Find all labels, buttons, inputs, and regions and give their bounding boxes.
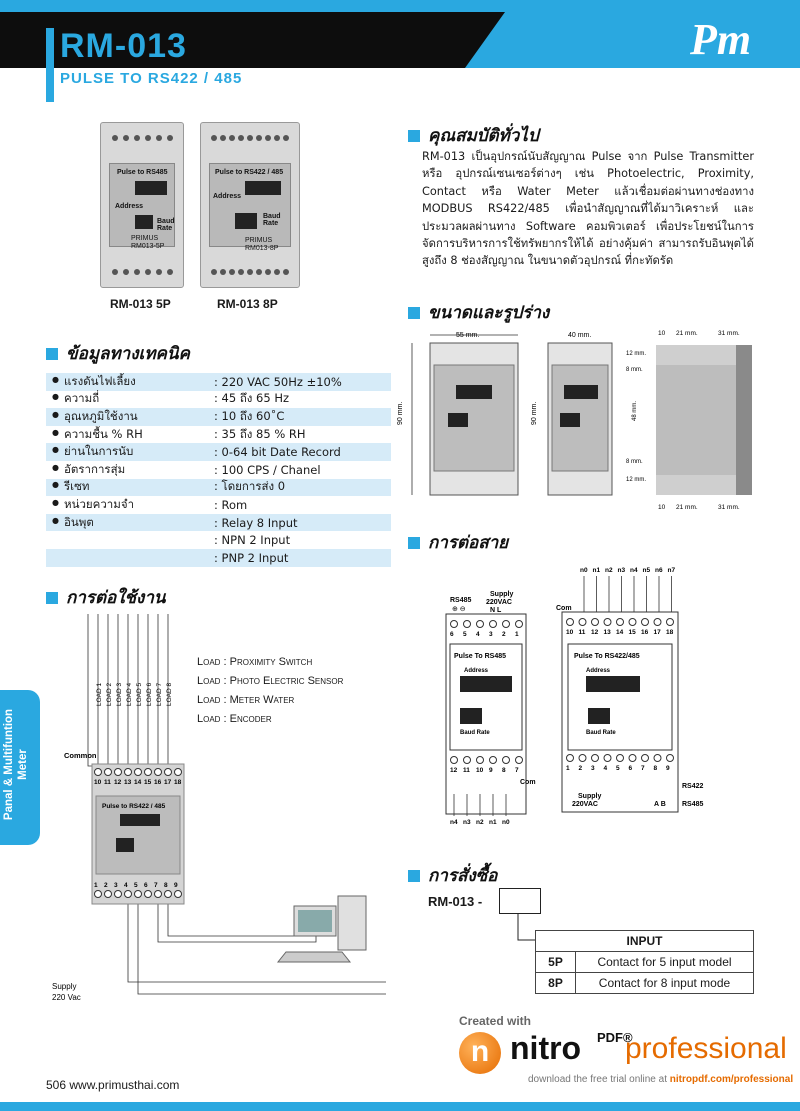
terminal-screw	[490, 757, 497, 764]
terminal-screw	[604, 755, 611, 762]
side-bottom-a: 10	[658, 504, 666, 511]
spec-row	[46, 373, 391, 391]
terminal-number: 18	[666, 629, 674, 636]
page-title: RM-013	[60, 27, 187, 65]
terminal-screw	[654, 619, 661, 626]
terminal-number: 4	[603, 765, 608, 772]
terminal-screw	[477, 621, 484, 628]
dim-side-view	[626, 330, 752, 511]
terminal-number: 1	[515, 631, 519, 638]
side-top-b: 21 mm.	[676, 330, 698, 337]
terminal-screw	[105, 891, 112, 898]
rs485-pins: ⊕ ⊖	[452, 606, 466, 613]
terminal-number: 16	[641, 629, 649, 636]
terminal-number: 12	[450, 767, 458, 774]
load-label: LOAD 8	[166, 682, 173, 706]
side-tab-label	[2, 687, 30, 842]
load-label: LOAD 5	[136, 682, 143, 706]
terminal-screw	[592, 755, 599, 762]
nitro-url[interactable]: nitropdf.com/professional	[669, 1074, 794, 1085]
spec-row	[46, 443, 391, 461]
spec-row	[46, 549, 391, 567]
terminal-number: 17	[164, 779, 172, 786]
heading-bullet	[408, 307, 420, 319]
spec-table	[46, 373, 391, 567]
order-desc: Contact for 8 input mode	[576, 973, 754, 994]
load-legend-1: Load : Proximity Switch	[197, 656, 313, 668]
terminal-row	[109, 131, 175, 145]
terminal-number: 11	[463, 767, 470, 774]
terminal-number: 3	[114, 882, 118, 889]
supply-bottom-label: Supply	[578, 793, 602, 800]
left-device-title: Pulse To RS485	[454, 653, 507, 660]
spec-value: : โดยการส่ง 0	[214, 479, 286, 494]
right-com-label: Com	[556, 605, 572, 612]
terminal-screw	[579, 619, 586, 626]
load-legend-4: Load : Encoder	[197, 713, 272, 725]
terminal-screw	[165, 769, 172, 776]
supply-top-voltage: 220VAC	[486, 599, 512, 606]
dim-front-5p	[397, 332, 518, 495]
input-label: n1	[592, 567, 601, 574]
input-label: n2	[605, 567, 613, 574]
spec-key: ● ย่านในการนับ	[46, 443, 214, 461]
terminal-screw	[654, 755, 661, 762]
spec-key: ● อินพุต	[46, 514, 214, 532]
terminal-screw	[145, 769, 152, 776]
page-subtitle: PULSE TO RS422 / 485	[60, 70, 243, 87]
left-baud-label: Baud Rate	[460, 730, 490, 736]
spec-value: : 45 ถึง 65 Hz	[214, 391, 290, 406]
terminal-number: 4	[476, 631, 480, 638]
input-label: n3	[463, 819, 471, 826]
terminal-screw	[629, 619, 636, 626]
input-label: n3	[617, 567, 626, 574]
nitro-pdf: PDF®	[597, 1030, 633, 1045]
right-address-label: Address	[586, 668, 611, 674]
nitro-name: nitro	[510, 1030, 582, 1066]
order-table-header: INPUT	[536, 931, 754, 952]
terminal-number: 3	[591, 765, 595, 772]
section-general-heading	[408, 122, 539, 149]
terminal-screw	[503, 757, 510, 764]
spec-row	[46, 461, 391, 479]
spec-key: ● ความชื้น % RH	[46, 426, 214, 444]
spec-row	[46, 496, 391, 514]
spec-row	[46, 408, 391, 426]
terminal-number: 3	[489, 631, 493, 638]
spec-key: ● อุณหภูมิใช้งาน	[46, 408, 214, 426]
dim-width-5p: 55 mm.	[456, 332, 480, 339]
dim-height-8p: 90 mm.	[531, 401, 538, 425]
terminal-number: 7	[154, 882, 158, 889]
order-code: 8P	[536, 973, 576, 994]
terminal-screw	[95, 891, 102, 898]
dimension-drawing	[397, 325, 758, 515]
terminal-number: 9	[666, 765, 670, 772]
terminal-screw	[464, 757, 471, 764]
spec-row	[46, 426, 391, 444]
terminal-screw	[503, 621, 510, 628]
terminal-screw	[592, 619, 599, 626]
spec-key: ● แรงดันไฟเลี้ยง	[46, 373, 214, 391]
input-label: n5	[642, 567, 651, 574]
side-left-a: 12 mm.	[626, 351, 647, 357]
nitro-logo-icon: n	[459, 1032, 501, 1074]
input-label: n6	[655, 567, 663, 574]
general-description: RM-013 เป็นอุปกรณ์นับสัญญาณ Pulse จาก Pulse Transmitter หรือ อุปกรณ์เซนเซอร์ต่างๆ เช่น Photoelectric, Proximity, Contact หรือ Water Meter แล้วเชื่อมต่อผ่านทางช่องทาง MODBUS RS422/485 เพื่อนำสัญญาณที่ได้มาวิเคราะห์ และประมวลผลผ่านทาง Software คอมพิวเตอร์ เพื่อประโยชน์ในการจัดการบริหารการใช้ทรัพยากรให้ได้ อย่างคุ้มค่า สามารถรับอินพุตได้สูงถึง 8 ช่องสัญญาณ ในขนาดตัวอุปกรณ์ ที่กะทัดรัด	[422, 150, 754, 268]
caption-5p: RM-013 5P	[110, 297, 171, 311]
supply-bottom-voltage: 220VAC	[572, 801, 598, 808]
terminal-screw	[451, 621, 458, 628]
terminal-screw	[617, 755, 624, 762]
model-label: RM013-8P	[245, 245, 279, 252]
side-left-b: 8 mm.	[626, 367, 643, 373]
input-label: n7	[667, 567, 676, 574]
right-input-labels	[580, 567, 675, 612]
table-row	[536, 952, 754, 973]
usage-diagram	[46, 606, 396, 1006]
usage-supply-label: Supply	[52, 982, 77, 991]
terminal-screw	[629, 755, 636, 762]
input-label: n4	[450, 819, 458, 826]
terminal-screw	[604, 619, 611, 626]
section-title: การสั่งซื้อ	[428, 866, 498, 886]
connection-wire	[168, 902, 296, 936]
order-code: 5P	[536, 952, 576, 973]
terminal-screw	[145, 891, 152, 898]
spec-value: : 10 ถึง 60˚C	[214, 408, 285, 423]
terminal-screw	[667, 755, 674, 762]
dim-front-8p	[531, 332, 612, 495]
terminal-number: 13	[124, 779, 132, 786]
side-tab-line2: Meter	[17, 749, 29, 780]
terminal-screw	[105, 769, 112, 776]
terminal-number: 12	[114, 779, 122, 786]
terminal-screw	[642, 755, 649, 762]
heading-bullet	[46, 348, 58, 360]
terminal-number: 2	[578, 765, 583, 772]
terminal-screw	[95, 769, 102, 776]
spec-row	[46, 479, 391, 497]
terminal-screw	[477, 757, 484, 764]
spec-value: : 100 CPS / Chanel	[214, 462, 321, 477]
section-dimensions-heading	[408, 299, 549, 326]
terminal-row	[109, 265, 175, 279]
terminal-screw	[165, 891, 172, 898]
load-label: LOAD 1	[96, 682, 103, 706]
heading-bullet	[408, 870, 420, 882]
device-photo-8p	[200, 122, 300, 288]
spec-key: ● อัตราการสุ่ม	[46, 461, 214, 479]
spec-row	[46, 391, 391, 409]
side-top-c: 31 mm.	[718, 330, 740, 337]
terminal-screw	[667, 619, 674, 626]
side-top-a: 10	[658, 330, 666, 337]
terminal-number: 7	[515, 767, 519, 774]
spec-value: : 35 ถึง 85 % RH	[214, 426, 306, 441]
common-label: Common	[64, 751, 97, 760]
terminal-screw	[175, 891, 182, 898]
terminal-number: 4	[124, 882, 128, 889]
dim-height: 90 mm.	[397, 401, 404, 425]
terminal-number: 1	[566, 765, 570, 772]
terminal-number: 15	[144, 779, 152, 786]
load-label: LOAD 6	[146, 682, 153, 706]
usage-supply-voltage: 220 Vac	[52, 993, 81, 1002]
right-baud-label: Baud Rate	[586, 730, 616, 736]
rs422-label: RS422	[682, 783, 704, 790]
input-label: n2	[476, 819, 484, 826]
input-label: n0	[580, 567, 588, 574]
terminal-number: 8	[502, 767, 506, 774]
brand-label: PRIMUS	[245, 237, 273, 244]
section-title: ข้อมูลทางเทคนิค	[66, 344, 190, 364]
spec-key: ● ความถี่	[46, 390, 214, 408]
rs485-label: RS485	[450, 597, 472, 604]
terminal-number: 5	[134, 882, 138, 889]
terminal-screw	[642, 619, 649, 626]
terminal-row	[209, 131, 291, 145]
spec-value: : 0-64 bit Date Record	[214, 445, 341, 460]
usage-device-title: Pulse to RS422 / 485	[102, 803, 166, 810]
brand-label: PRIMUS	[131, 235, 159, 242]
computer-icon	[278, 896, 366, 962]
address-label: Address	[115, 203, 144, 210]
heading-bullet	[408, 537, 420, 549]
section-title: การต่อใช้งาน	[66, 588, 166, 608]
terminal-screw	[464, 621, 471, 628]
device-title: Pulse to RS485	[117, 169, 168, 176]
side-tab-line1: Panal & Multifuntion	[3, 708, 15, 821]
section-title: การต่อสาย	[428, 533, 509, 553]
load-label: LOAD 7	[156, 682, 163, 706]
address-label: Address	[213, 193, 242, 200]
spec-value: : 220 VAC 50Hz ±10%	[214, 374, 342, 389]
spec-value: : NPN 2 Input	[214, 533, 291, 548]
terminal-screw	[617, 619, 624, 626]
terminal-number: 14	[616, 629, 624, 636]
terminal-screw	[115, 891, 122, 898]
terminal-number: 9	[174, 882, 178, 889]
heading-bullet	[46, 592, 58, 604]
terminal-number: 1	[94, 882, 98, 889]
footer-page-info: 506 www.primusthai.com	[46, 1078, 180, 1092]
spec-value: : Rom	[214, 497, 248, 512]
terminal-number: 15	[628, 629, 636, 636]
spec-row	[46, 514, 391, 532]
dip-switch	[245, 181, 281, 195]
terminal-screw	[135, 769, 142, 776]
terminal-number: 5	[463, 631, 467, 638]
order-table	[535, 930, 754, 994]
rs485-bottom-label: RS485	[682, 801, 704, 808]
terminal-number: 8	[653, 765, 658, 772]
nitro-created-label: Created with	[459, 1014, 532, 1028]
baud-label: Baud Rate	[263, 213, 281, 227]
terminal-row	[209, 265, 291, 279]
terminal-screw	[490, 621, 497, 628]
terminal-number: 2	[502, 631, 506, 638]
bottom-stripe	[0, 1102, 800, 1111]
terminal-number: 5	[616, 765, 620, 772]
device-title: Pulse to RS422 / 485	[215, 169, 284, 176]
terminal-number: 11	[578, 629, 586, 636]
load-label: LOAD 3	[116, 682, 123, 706]
terminal-number: 8	[164, 882, 168, 889]
spec-key: ● หน่วยความจำ	[46, 496, 214, 514]
load-legend-2: Load : Photo Electric Sensor	[197, 675, 344, 687]
terminal-screw	[567, 755, 574, 762]
nitro-trial-text: download the free trial online at	[528, 1074, 670, 1085]
spec-row	[46, 531, 391, 549]
supply-top-label: Supply	[490, 591, 514, 598]
spec-value: : Relay 8 Input	[214, 515, 298, 530]
side-left-e: 12 mm.	[626, 477, 647, 483]
caption-8p: RM-013 8P	[217, 297, 278, 311]
nitro-professional: professional	[625, 1032, 787, 1065]
left-com-label: Com	[520, 779, 536, 786]
order-prefix: RM-013 -	[428, 894, 483, 909]
right-device-title: Pulse To RS422/485	[574, 653, 640, 660]
dip-switch	[235, 213, 257, 229]
terminal-number: 6	[144, 882, 148, 889]
title-accent	[46, 28, 54, 102]
top-stripe	[0, 0, 800, 12]
side-bottom-c: 31 mm.	[718, 504, 740, 511]
terminal-screw	[125, 769, 132, 776]
side-left-d: 8 mm.	[626, 459, 643, 465]
terminal-screw	[155, 769, 162, 776]
terminal-number: 13	[603, 629, 611, 636]
ab-label: A B	[654, 801, 666, 808]
terminal-screw	[579, 755, 586, 762]
terminal-number: 2	[104, 882, 108, 889]
spec-key: ● รีเซท	[46, 478, 214, 496]
terminal-number: 11	[104, 779, 111, 786]
terminal-number: 9	[489, 767, 493, 774]
side-bottom-b: 21 mm.	[676, 504, 698, 511]
section-title: ขนาดและรูปร่าง	[428, 303, 550, 323]
terminal-screw	[125, 891, 132, 898]
input-label: n4	[630, 567, 638, 574]
terminal-number: 12	[591, 629, 599, 636]
terminal-screw	[516, 621, 523, 628]
supply-top-nl: N L	[490, 607, 502, 614]
terminal-number: 17	[653, 629, 661, 636]
terminal-number: 10	[566, 629, 574, 636]
terminal-screw	[516, 757, 523, 764]
heading-bullet	[408, 130, 420, 142]
dip-switch	[135, 181, 167, 195]
dim-width-8p: 40 mm.	[568, 332, 592, 339]
terminal-number: 14	[134, 779, 142, 786]
input-label: n0	[502, 819, 510, 826]
dip-switch	[135, 215, 153, 229]
order-desc: Contact for 5 input model	[576, 952, 754, 973]
device-photo-5p	[100, 122, 184, 288]
model-label: RM013-5P	[131, 243, 165, 250]
terminal-number: 6	[450, 631, 454, 638]
side-left-c: 48 mm.	[632, 400, 638, 421]
primus-logo: Pm	[690, 15, 752, 64]
terminal-screw	[155, 891, 162, 898]
baud-label: Baud Rate	[157, 218, 175, 232]
terminal-screw	[175, 769, 182, 776]
section-wiring-heading	[408, 529, 508, 556]
load-legend-3: Load : Meter Water	[197, 694, 295, 706]
terminal-number: 16	[154, 779, 162, 786]
terminal-number: 10	[94, 779, 102, 786]
nitro-trial	[528, 1074, 793, 1085]
left-address-label: Address	[464, 668, 489, 674]
terminal-number: 18	[174, 779, 182, 786]
spec-value: : PNP 2 Input	[214, 550, 289, 565]
section-technical-heading	[46, 340, 190, 367]
terminal-number: 6	[628, 765, 633, 772]
table-row	[536, 973, 754, 994]
terminal-screw	[135, 891, 142, 898]
input-label: n1	[489, 819, 497, 826]
load-label: LOAD 4	[126, 682, 133, 706]
wiring-diagram	[440, 562, 770, 832]
order-code-box	[499, 888, 541, 914]
terminal-number: 7	[641, 765, 645, 772]
terminal-screw	[451, 757, 458, 764]
terminal-screw	[115, 769, 122, 776]
section-order-heading	[408, 862, 497, 889]
load-label: LOAD 2	[106, 682, 113, 706]
terminal-screw	[567, 619, 574, 626]
terminal-number: 10	[476, 767, 484, 774]
section-title: คุณสมบัติทั่วไป	[428, 126, 539, 146]
